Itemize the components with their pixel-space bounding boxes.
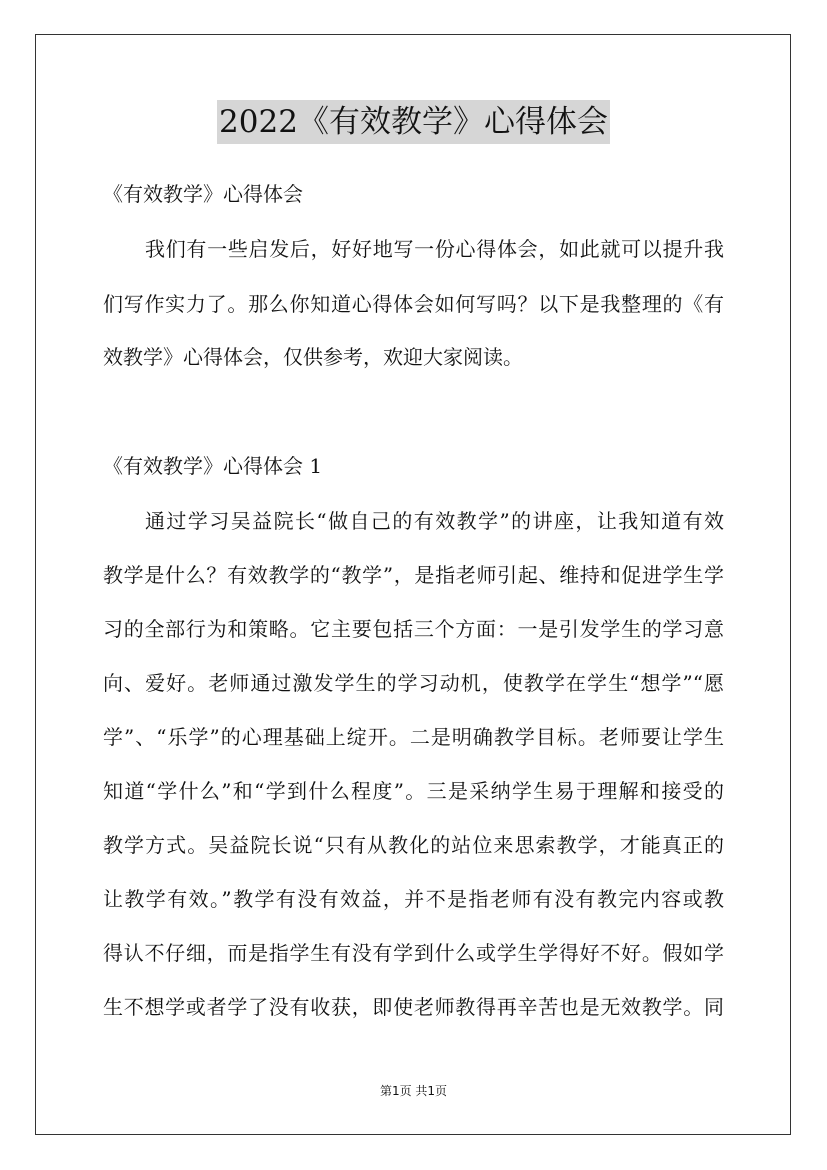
body-line-1: 通过学习吴益院长“做自己的有效教学”的讲座，让我知道有效 [145, 509, 724, 533]
intro-line-2: 们写作实力了。那么你知道心得体会如何写吗？以下是我整理的《有 [103, 292, 724, 316]
body-line-3: 习的全部行为和策略。它主要包括三个方面：一是引发学生的学习意 [103, 617, 724, 641]
body-line-7: 教学方式。吴益院长说“只有从教化的站位来思索教学，才能真正的 [103, 833, 724, 857]
title-wrap [0, 100, 827, 144]
body-line-4: 向、爱好。老师通过激发学生的学习动机，使教学在学生“想学”“愿 [103, 671, 724, 695]
body-line-10: 生不想学或者学了没有收获，即使老师教得再辛苦也是无效教学。同 [103, 995, 724, 1019]
intro-line-3: 效教学》心得体会，仅供参考，欢迎大家阅读。 [103, 345, 523, 369]
body-line-9: 得认不仔细，而是指学生有没有学到什么或学生学得好不好。假如学 [103, 941, 724, 965]
section-heading: 《有效教学》心得体会 1 [103, 454, 323, 478]
body-line-6: 知道“学什么”和“学到什么程度”。三是采纳学生易于理解和接受的 [103, 779, 724, 803]
body-line-2: 教学是什么？有效教学的“教学”，是指老师引起、维持和促进学生学 [103, 563, 724, 587]
page-footer: 第1页 共1页 [379, 1084, 448, 1098]
body-line-8: 让教学有效。”教学有没有效益，并不是指老师有没有教完内容或教 [103, 887, 724, 911]
subheading: 《有效教学》心得体会 [103, 182, 303, 206]
intro-line-1: 我们有一些启发后，好好地写一份心得体会，如此就可以提升我 [145, 237, 724, 261]
body-line-5: 学”、“乐学”的心理基础上绽开。二是明确教学目标。老师要让学生 [103, 725, 724, 749]
document-title: 2022《有效教学》心得体会 [217, 100, 610, 144]
